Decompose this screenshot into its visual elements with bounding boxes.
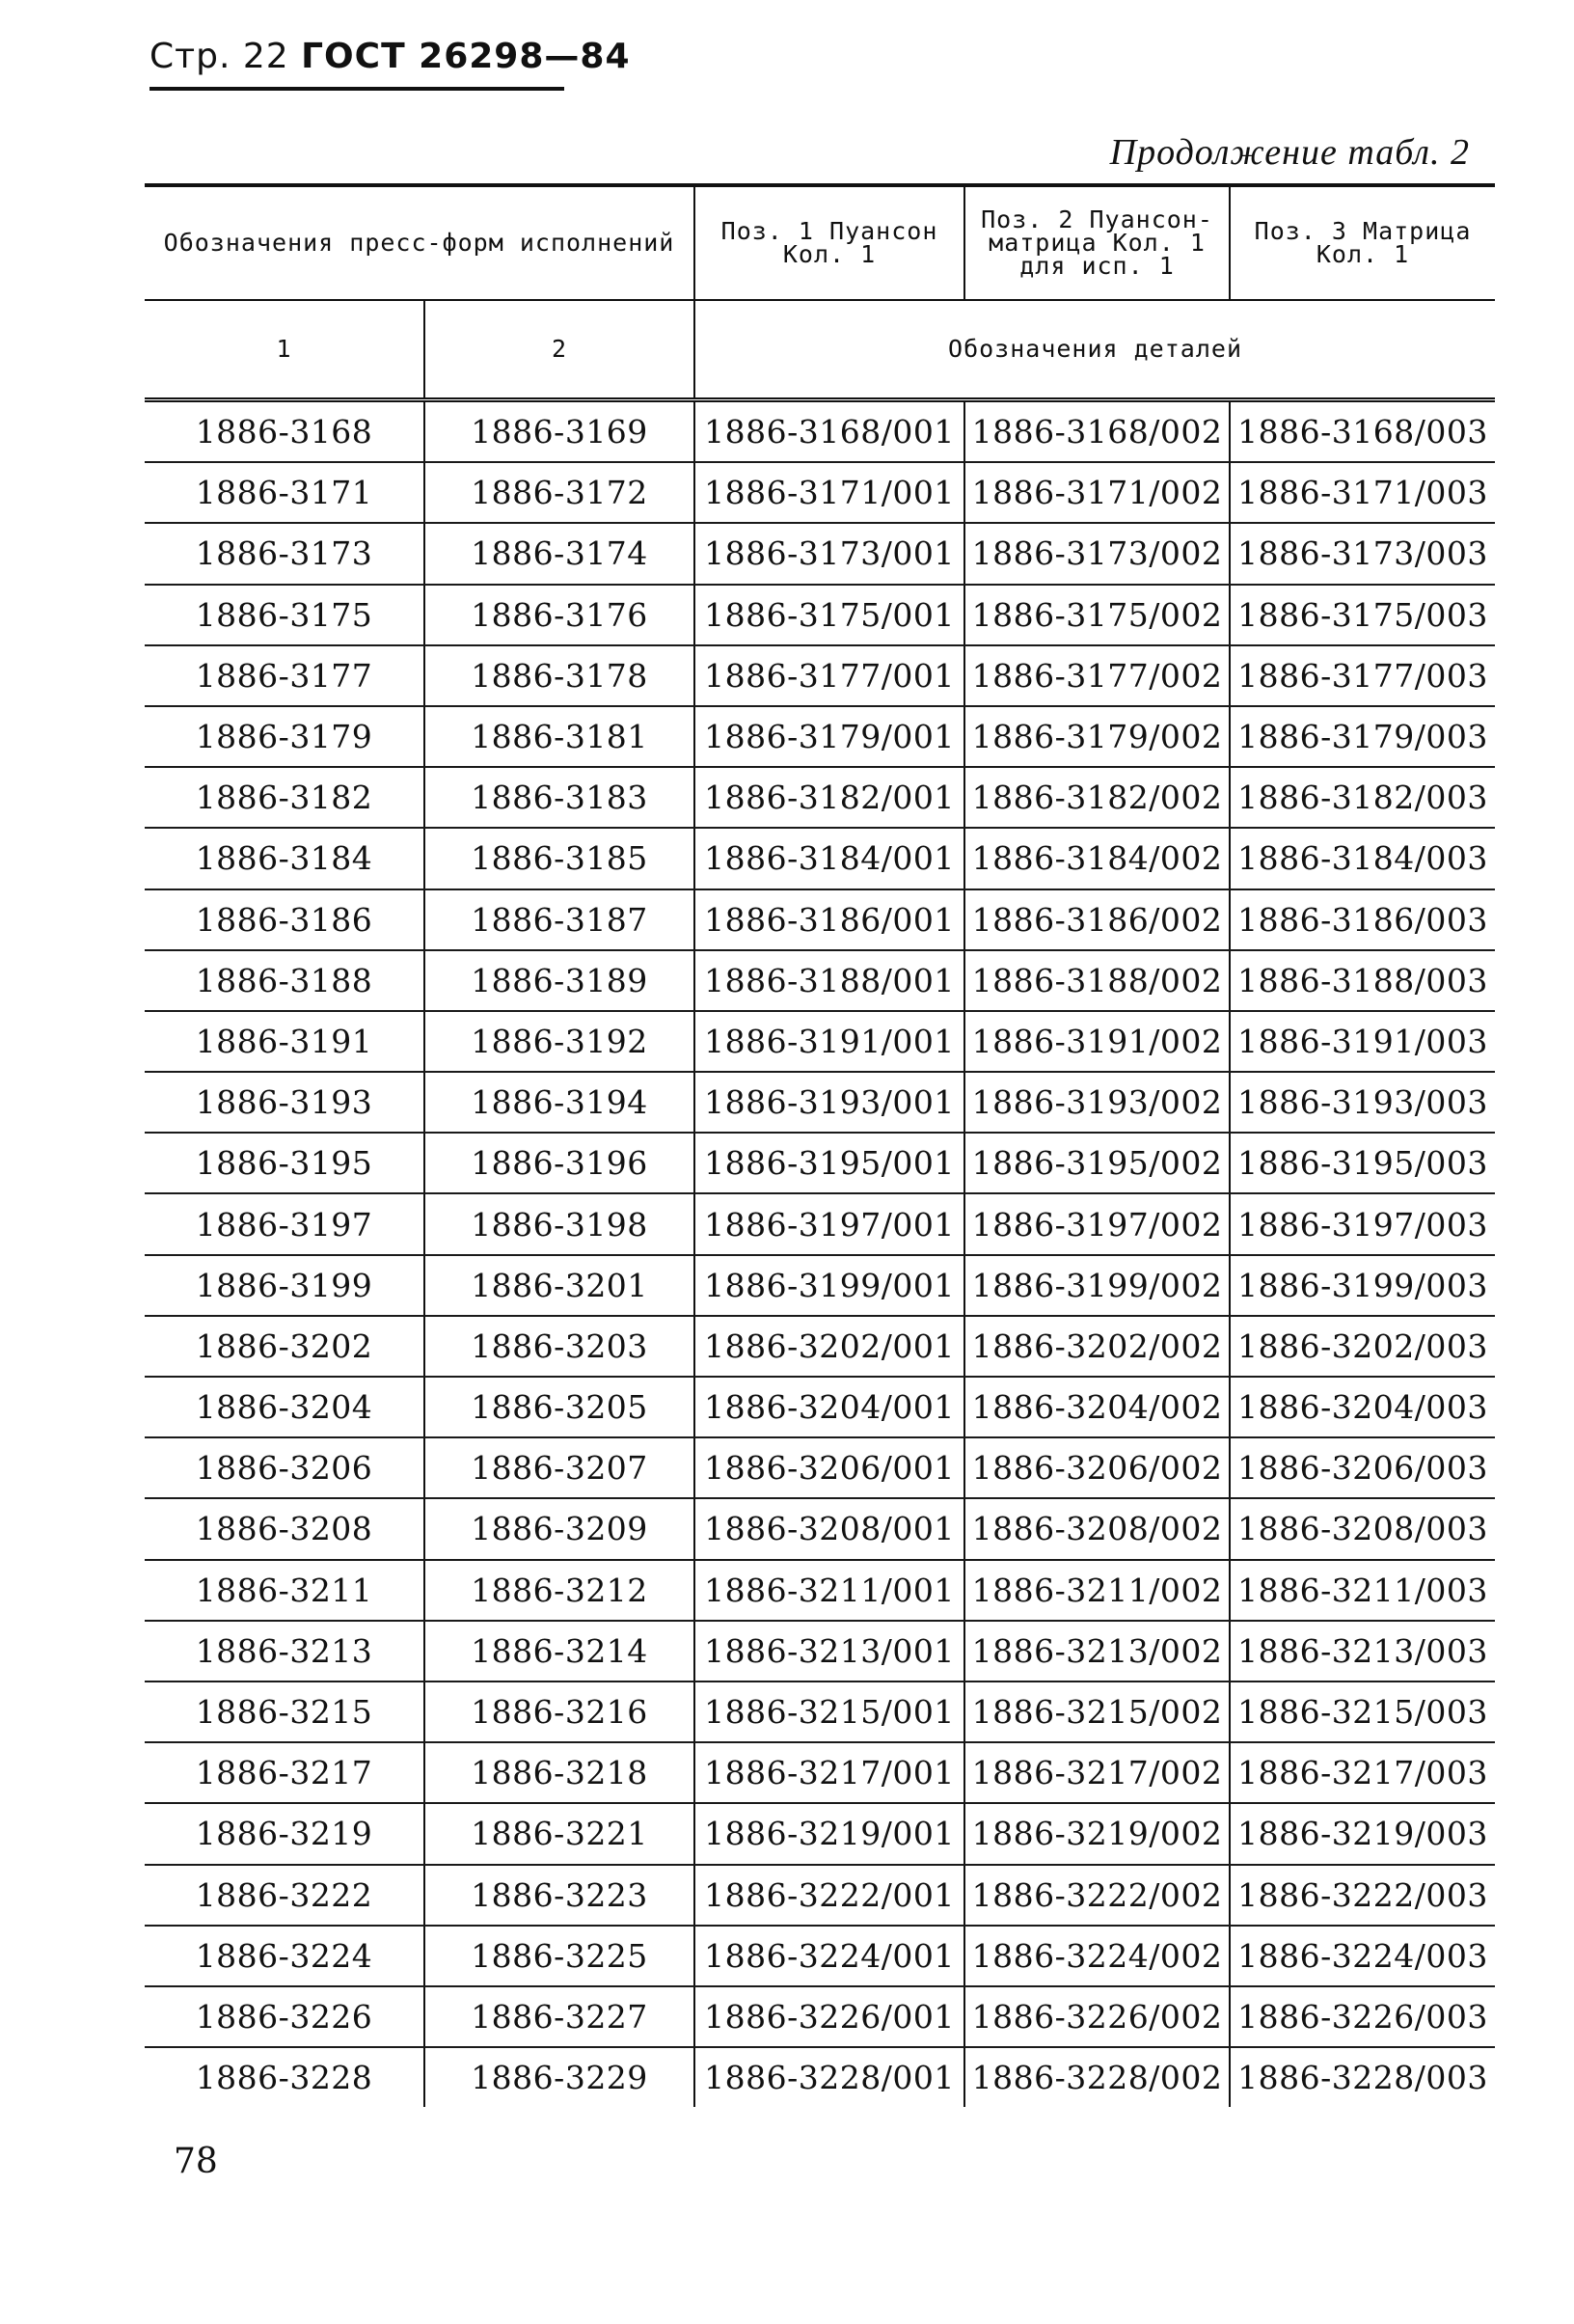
version-2-cell: 1886-3178 — [424, 645, 694, 706]
position-3-cell: 1886-3228/003 — [1230, 2047, 1495, 2107]
table-row — [145, 1316, 1495, 1377]
position-3-cell: 1886-3199/003 — [1230, 1255, 1495, 1316]
position-2-header: Поз. 2 Пуансон-матрица Кол. 1 для исп. 1 — [964, 185, 1230, 300]
position-1-cell: 1886-3199/001 — [694, 1255, 964, 1316]
position-1-cell: 1886-3215/001 — [694, 1681, 964, 1742]
position-1-cell: 1886-3208/001 — [694, 1498, 964, 1559]
version-1-cell: 1886-3202 — [145, 1316, 424, 1377]
position-3-cell: 1886-3175/003 — [1230, 585, 1495, 645]
table-row — [145, 828, 1495, 889]
position-3-cell: 1886-3217/003 — [1230, 1742, 1495, 1803]
position-3-cell: 1886-3219/003 — [1230, 1803, 1495, 1864]
table-row — [145, 645, 1495, 706]
version-2-cell: 1886-3205 — [424, 1377, 694, 1437]
version-2-cell: 1886-3223 — [424, 1865, 694, 1926]
position-2-cell: 1886-3206/002 — [964, 1437, 1230, 1498]
table-row — [145, 400, 1495, 463]
position-3-cell: 1886-3191/003 — [1230, 1011, 1495, 1072]
table-row — [145, 1255, 1495, 1316]
position-1-cell: 1886-3191/001 — [694, 1011, 964, 1072]
version-1-cell: 1886-3228 — [195, 2059, 373, 2097]
position-1-cell: 1886-3228/001 — [694, 2047, 964, 2107]
version-1-cell: 1886-3184 — [145, 828, 424, 889]
position-2-cell: 1886-3199/002 — [964, 1255, 1230, 1316]
position-1-cell: 1886-3177/001 — [694, 645, 964, 706]
position-1-cell: 1886-3171/001 — [694, 462, 964, 523]
version-2-cell: 1886-3189 — [424, 950, 694, 1011]
position-3-cell: 1886-3197/003 — [1230, 1193, 1495, 1254]
position-2-cell: 1886-3193/002 — [964, 1072, 1230, 1133]
position-3-cell: 1886-3202/003 — [1230, 1316, 1495, 1377]
version-2-cell: 1886-3218 — [424, 1742, 694, 1803]
page-header-prefix: Стр. 22 — [149, 37, 289, 76]
position-1-cell: 1886-3173/001 — [694, 523, 964, 584]
table-row — [145, 1621, 1495, 1681]
version-1-cell: 1886-3213 — [145, 1621, 424, 1681]
version-1-cell: 1886-3219 — [145, 1803, 424, 1864]
version-2-cell: 1886-3214 — [424, 1621, 694, 1681]
position-1-cell: 1886-3175/001 — [694, 585, 964, 645]
table-row — [145, 2047, 1495, 2107]
table-row — [145, 950, 1495, 1011]
position-1-cell: 1886-3182/001 — [694, 767, 964, 828]
version-2-cell: 1886-3192 — [424, 1011, 694, 1072]
table-row — [145, 1865, 1495, 1926]
table-body — [145, 400, 1495, 2108]
version-1-header: 1 — [145, 300, 424, 400]
position-2-cell: 1886-3175/002 — [964, 585, 1230, 645]
position-3-cell: 1886-3168/003 — [1230, 400, 1495, 463]
position-1-cell: 1886-3211/001 — [694, 1560, 964, 1621]
position-3-cell: 1886-3184/003 — [1230, 828, 1495, 889]
table-row — [145, 767, 1495, 828]
position-3-cell: 1886-3206/003 — [1230, 1437, 1495, 1498]
position-2-cell: 1886-3215/002 — [964, 1681, 1230, 1742]
page-number: 78 — [174, 2142, 218, 2181]
table-row — [145, 1072, 1495, 1133]
version-2-cell: 1886-3207 — [424, 1437, 694, 1498]
position-2-cell: 1886-3197/002 — [964, 1193, 1230, 1254]
version-2-cell: 1886-3203 — [424, 1316, 694, 1377]
table-row — [145, 1803, 1495, 1864]
version-2-cell: 1886-3221 — [424, 1803, 694, 1864]
position-1-cell: 1886-3195/001 — [694, 1133, 964, 1193]
part-designations-header: Обозначения деталей — [694, 300, 1495, 400]
position-2-cell: 1886-3171/002 — [964, 462, 1230, 523]
position-1-cell: 1886-3224/001 — [694, 1926, 964, 1986]
table-row — [145, 585, 1495, 645]
position-3-header: Поз. 3 Матрица Кол. 1 — [1230, 185, 1495, 300]
table-row — [145, 1681, 1495, 1742]
position-2-cell: 1886-3191/002 — [964, 1011, 1230, 1072]
version-1-cell: 1886-3182 — [145, 767, 424, 828]
version-2-cell: 1886-3174 — [424, 523, 694, 584]
table-row — [145, 706, 1495, 767]
version-1-cell: 1886-3206 — [145, 1437, 424, 1498]
table-row — [145, 523, 1495, 584]
version-2-cell: 1886-3187 — [424, 889, 694, 950]
position-2-cell: 1886-3217/002 — [964, 1742, 1230, 1803]
position-1-cell: 1886-3217/001 — [694, 1742, 964, 1803]
version-2-cell: 1886-3181 — [424, 706, 694, 767]
parts-table-container — [145, 183, 1495, 2107]
version-1-cell: 1886-3179 — [145, 706, 424, 767]
position-1-cell: 1886-3206/001 — [694, 1437, 964, 1498]
table-row — [145, 1498, 1495, 1559]
version-1-cell: 1886-3199 — [145, 1255, 424, 1316]
version-2-cell: 1886-3196 — [424, 1133, 694, 1193]
version-2-cell: 1886-3201 — [424, 1255, 694, 1316]
position-1-cell: 1886-3186/001 — [694, 889, 964, 950]
position-3-cell: 1886-3177/003 — [1230, 645, 1495, 706]
position-3-cell: 1886-3204/003 — [1230, 1377, 1495, 1437]
version-2-cell: 1886-3194 — [424, 1072, 694, 1133]
position-2-cell: 1886-3219/002 — [964, 1803, 1230, 1864]
position-2-cell: 1886-3179/002 — [964, 706, 1230, 767]
position-1-cell: 1886-3193/001 — [694, 1072, 964, 1133]
header-rule — [149, 87, 564, 91]
position-2-cell: 1886-3224/002 — [964, 1926, 1230, 1986]
table-continuation-label: Продолжение табл. 2 — [1109, 132, 1470, 173]
position-3-cell: 1886-3222/003 — [1230, 1865, 1495, 1926]
position-2-cell: 1886-3226/002 — [964, 1986, 1230, 2047]
version-2-cell: 1886-3225 — [424, 1926, 694, 1986]
position-3-cell: 1886-3173/003 — [1230, 523, 1495, 584]
position-2-cell: 1886-3202/002 — [964, 1316, 1230, 1377]
position-1-cell: 1886-3222/001 — [694, 1865, 964, 1926]
version-2-cell: 1886-3229 — [424, 2047, 694, 2107]
version-2-cell: 1886-3169 — [424, 400, 694, 463]
table-header — [145, 185, 1495, 400]
version-2-header: 2 — [424, 300, 694, 400]
position-2-cell: 1886-3208/002 — [964, 1498, 1230, 1559]
position-1-cell: 1886-3226/001 — [694, 1986, 964, 2047]
version-2-cell: 1886-3227 — [424, 1986, 694, 2047]
version-1-cell: 1886-3171 — [145, 462, 424, 523]
position-2-cell: 1886-3222/002 — [964, 1865, 1230, 1926]
position-3-cell: 1886-3193/003 — [1230, 1072, 1495, 1133]
version-1-cell: 1886-3224 — [145, 1926, 424, 1986]
mold-designations-header: Обозначения пресс-форм исполнений — [145, 185, 694, 300]
table-row — [145, 1986, 1495, 2047]
version-2-cell: 1886-3183 — [424, 767, 694, 828]
position-2-cell: 1886-3186/002 — [964, 889, 1230, 950]
position-1-cell: 1886-3179/001 — [694, 706, 964, 767]
position-3-cell: 1886-3226/003 — [1230, 1986, 1495, 2047]
version-1-cell: 1886-3204 — [145, 1377, 424, 1437]
version-1-cell: 1886-3186 — [145, 889, 424, 950]
position-2-cell: 1886-3184/002 — [964, 828, 1230, 889]
table-row — [145, 1560, 1495, 1621]
table-row — [145, 1742, 1495, 1803]
parts-table — [145, 183, 1495, 2107]
version-1-cell: 1886-3168 — [145, 400, 424, 463]
table-row — [145, 1926, 1495, 1986]
version-1-cell: 1886-3191 — [145, 1011, 424, 1072]
position-2-cell: 1886-3204/002 — [964, 1377, 1230, 1437]
position-1-cell: 1886-3197/001 — [694, 1193, 964, 1254]
page-header — [149, 37, 631, 76]
table-row — [145, 1011, 1495, 1072]
version-1-cell: 1886-3177 — [145, 645, 424, 706]
position-3-cell: 1886-3208/003 — [1230, 1498, 1495, 1559]
position-3-cell: 1886-3215/003 — [1230, 1681, 1495, 1742]
position-3-cell: 1886-3186/003 — [1230, 889, 1495, 950]
position-3-cell: 1886-3195/003 — [1230, 1133, 1495, 1193]
position-2-cell: 1886-3173/002 — [964, 523, 1230, 584]
table-row — [145, 1133, 1495, 1193]
version-1-cell: 1886-3197 — [145, 1193, 424, 1254]
position-1-cell: 1886-3202/001 — [694, 1316, 964, 1377]
version-1-cell: 1886-3188 — [145, 950, 424, 1011]
version-1-cell: 1886-3215 — [145, 1681, 424, 1742]
version-1-cell: 1886-3195 — [145, 1133, 424, 1193]
version-1-cell: 1886-3226 — [145, 1986, 424, 2047]
position-2-cell: 1886-3168/002 — [964, 400, 1230, 463]
version-1-cell: 1886-3222 — [145, 1865, 424, 1926]
version-1-cell: 1886-3175 — [145, 585, 424, 645]
table-row — [145, 1437, 1495, 1498]
position-3-cell: 1886-3211/003 — [1230, 1560, 1495, 1621]
version-2-cell: 1886-3185 — [424, 828, 694, 889]
version-2-cell: 1886-3172 — [424, 462, 694, 523]
position-3-cell: 1886-3224/003 — [1230, 1926, 1495, 1986]
position-3-cell: 1886-3171/003 — [1230, 462, 1495, 523]
position-2-cell: 1886-3182/002 — [964, 767, 1230, 828]
position-2-cell: 1886-3213/002 — [964, 1621, 1230, 1681]
position-2-cell: 1886-3177/002 — [964, 645, 1230, 706]
position-2-cell: 1886-3195/002 — [964, 1133, 1230, 1193]
version-2-cell: 1886-3176 — [424, 585, 694, 645]
version-2-cell: 1886-3212 — [424, 1560, 694, 1621]
position-1-cell: 1886-3168/001 — [694, 400, 964, 463]
version-1-cell: 1886-3173 — [145, 523, 424, 584]
position-2-cell: 1886-3228/002 — [964, 2047, 1230, 2107]
position-3-cell: 1886-3213/003 — [1230, 1621, 1495, 1681]
position-1-cell: 1886-3213/001 — [694, 1621, 964, 1681]
position-2-cell: 1886-3211/002 — [964, 1560, 1230, 1621]
version-2-cell: 1886-3216 — [424, 1681, 694, 1742]
position-2-cell: 1886-3188/002 — [964, 950, 1230, 1011]
position-1-cell: 1886-3188/001 — [694, 950, 964, 1011]
table-row — [145, 462, 1495, 523]
position-1-cell: 1886-3204/001 — [694, 1377, 964, 1437]
position-3-cell: 1886-3182/003 — [1230, 767, 1495, 828]
version-2-cell: 1886-3209 — [424, 1498, 694, 1559]
version-1-cell: 1886-3217 — [145, 1742, 424, 1803]
version-2-cell: 1886-3198 — [424, 1193, 694, 1254]
version-1-cell: 1886-3208 — [145, 1498, 424, 1559]
position-1-cell: 1886-3184/001 — [694, 828, 964, 889]
version-1-cell: 1886-3193 — [145, 1072, 424, 1133]
position-3-cell: 1886-3188/003 — [1230, 950, 1495, 1011]
table-row — [145, 1193, 1495, 1254]
position-3-cell: 1886-3179/003 — [1230, 706, 1495, 767]
table-row — [145, 889, 1495, 950]
standard-number: ГОСТ 26298—84 — [301, 37, 631, 76]
table-row — [145, 1377, 1495, 1437]
version-1-cell: 1886-3211 — [145, 1560, 424, 1621]
position-1-cell: 1886-3219/001 — [694, 1803, 964, 1864]
position-1-header: Поз. 1 Пуансон Кол. 1 — [694, 185, 964, 300]
